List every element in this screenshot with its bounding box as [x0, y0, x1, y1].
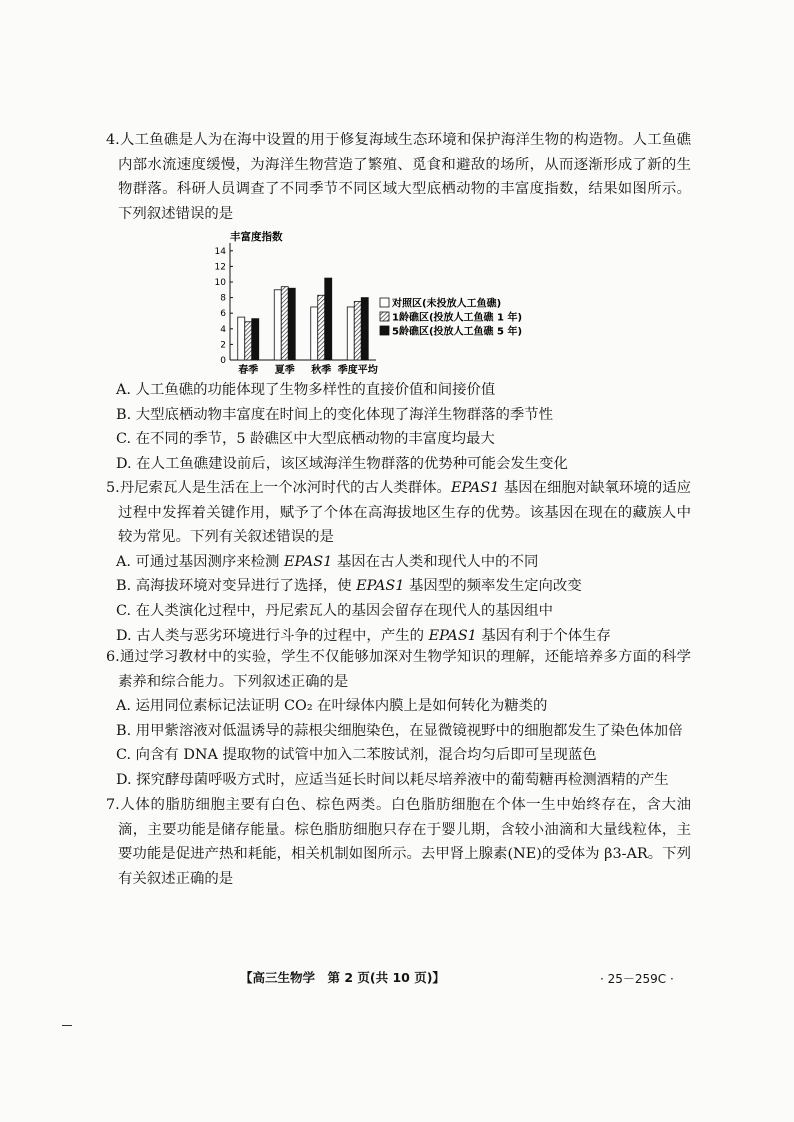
x-tick-label: 夏季 — [274, 365, 295, 376]
bar — [281, 287, 288, 360]
y-tick-label: 10 — [214, 278, 226, 288]
y-tick-label: 2 — [220, 340, 226, 351]
bar — [274, 290, 281, 360]
legend-swatch — [380, 326, 389, 335]
q5-stem-part1: 5.丹尼索瓦人是生活在上一个冰河时代的古人类群体。 — [106, 480, 451, 496]
q5-a-text1: A. 可通过基因测序来检测 — [116, 553, 285, 570]
question-5 — [106, 476, 691, 648]
chart-bars — [238, 278, 369, 360]
legend-label: 1龄礁区(投放人工鱼礁 1 年) — [392, 312, 523, 324]
q6-option-a[interactable]: A. 运用同位素标记法证明 CO₂ 在叶绿体内膜上是如何转化为糖类的 — [116, 698, 548, 715]
page-footer: 【高三生物学 第 2 页(共 10 页)】 — [240, 970, 445, 985]
exam-code: · 25－259C · — [600, 972, 674, 986]
y-tick-label: 6 — [220, 309, 226, 320]
q5-a-text2: 基因在古人类和现代人中的不同 — [332, 553, 539, 570]
q5-d-gene: EPAS1 — [428, 627, 477, 644]
q4-option-b[interactable]: B. 大型底栖动物丰富度在时间上的变化体现了海洋生物群落的季节性 — [116, 406, 554, 423]
question-7 — [106, 793, 691, 891]
bar — [318, 295, 325, 360]
y-tick-label: 12 — [214, 262, 226, 273]
legend-swatch — [380, 298, 389, 307]
bar — [361, 298, 368, 360]
q5-stem — [106, 476, 691, 550]
q7-stem: 7.人体的脂肪细胞主要有白色、棕色两类。白色脂肪细胞在个体一生中始终存在，含大油滴，主要功能是储存能量。棕色脂肪细胞只存在于婴儿期，含较小油滴和大量线粒体，主要功能是促进产热和耗能，相关机制如图所示。去甲肾上腺素(NE)的受体为 β3-AR。下列有关叙述正确的是 — [106, 797, 691, 887]
q5-c-text: C. 在人类演化过程中，丹尼索瓦人的基因会留存在现代人的基因组中 — [116, 602, 553, 619]
q5-option-c[interactable] — [106, 599, 691, 624]
q6-option-d[interactable]: D. 探究酵母菌呼吸方式时，应适当延长时间以耗尽培养液中的葡萄糖再检测酒精的产生 — [116, 771, 669, 788]
chart-ylabel: 丰富度指数 — [230, 231, 283, 243]
bar — [252, 319, 259, 360]
richness-bar-chart — [208, 228, 548, 378]
q5-option-b[interactable] — [106, 574, 691, 599]
x-tick-label: 春季 — [238, 365, 259, 376]
question-4-options — [106, 378, 691, 476]
scan-mark — [62, 1025, 72, 1026]
y-tick-label: 8 — [220, 293, 226, 304]
q5-d-text1: D. 古人类与恶劣环境进行斗争的过程中，产生的 — [116, 627, 429, 644]
bar — [347, 307, 354, 360]
legend-swatch — [380, 312, 389, 321]
q6-option-c[interactable]: C. 向含有 DNA 提取物的试管中加入二苯胺试剂，混合均匀后即可呈现蓝色 — [116, 747, 597, 764]
q5-option-a[interactable] — [106, 550, 691, 575]
q5-stem-part2: 基因在细胞对缺氧环境的适应过程中发挥着关键作用，赋予了个体在高海拔地区生存的优势。该基因在现在的藏族人中较为常见。下列有关叙述错误的是 — [118, 480, 692, 546]
y-tick-label: 4 — [220, 324, 226, 335]
q5-b-gene: EPAS1 — [356, 578, 405, 595]
bar — [325, 278, 332, 360]
q4-option-c[interactable]: C. 在不同的季节，5 龄礁区中大型底栖动物的丰富度均最大 — [116, 431, 495, 448]
question-6 — [106, 645, 691, 793]
q5-b-text2: 基因型的频率发生定向改变 — [404, 578, 582, 595]
q4-stem: 4.人工鱼礁是人为在海中设置的用于修复海域生态环境和保护海洋生物的构造物。人工鱼礁内部水流速度缓慢，为海洋生物营造了繁殖、觅食和避敌的场所，从而逐渐形成了新的生物群落。科研人员调查了不同季节不同区域大型底栖动物的丰富度指数，结果如图所示。下列叙述错误的是 — [106, 132, 691, 222]
q4-option-a[interactable]: A. 人工鱼礁的功能体现了生物多样性的直接价值和间接价值 — [116, 382, 496, 398]
bar — [311, 307, 318, 360]
y-tick-label: 0 — [220, 356, 226, 366]
bar — [354, 302, 361, 361]
x-tick-label: 季度平均 — [337, 365, 378, 376]
chart-legend — [380, 297, 522, 338]
question-4 — [106, 128, 691, 226]
q6-option-b[interactable]: B. 用甲紫溶液对低温诱导的蒜根尖细胞染色，在显微镜视野中的细胞都发生了染色体加倍 — [116, 722, 683, 739]
legend-label: 5龄礁区(投放人工鱼礁 5 年) — [392, 326, 523, 338]
q5-a-gene: EPAS1 — [284, 553, 333, 570]
q5-b-text1: B. 高海拔环境对变异进行了选择，使 — [116, 578, 357, 595]
legend-label: 对照区(未投放人工鱼礁) — [392, 298, 502, 310]
bar — [238, 317, 245, 360]
bar — [288, 288, 295, 360]
x-tick-label: 秋季 — [311, 365, 332, 376]
q4-option-d[interactable]: D. 在人工鱼礁建设前后，该区域海洋生物群落的优势种可能会发生变化 — [116, 455, 568, 472]
y-tick-label: 14 — [214, 246, 226, 257]
q5-gene-name: EPAS1 — [450, 480, 500, 496]
q6-stem: 6.通过学习教材中的实验，学生不仅能够加深对生物学知识的理解，还能培养多方面的科学素养和综合能力。下列叙述正确的是 — [106, 649, 691, 690]
q5-d-text2: 基因有利于个体生存 — [476, 627, 611, 644]
bar — [245, 322, 252, 360]
chart-xticks — [238, 363, 378, 376]
